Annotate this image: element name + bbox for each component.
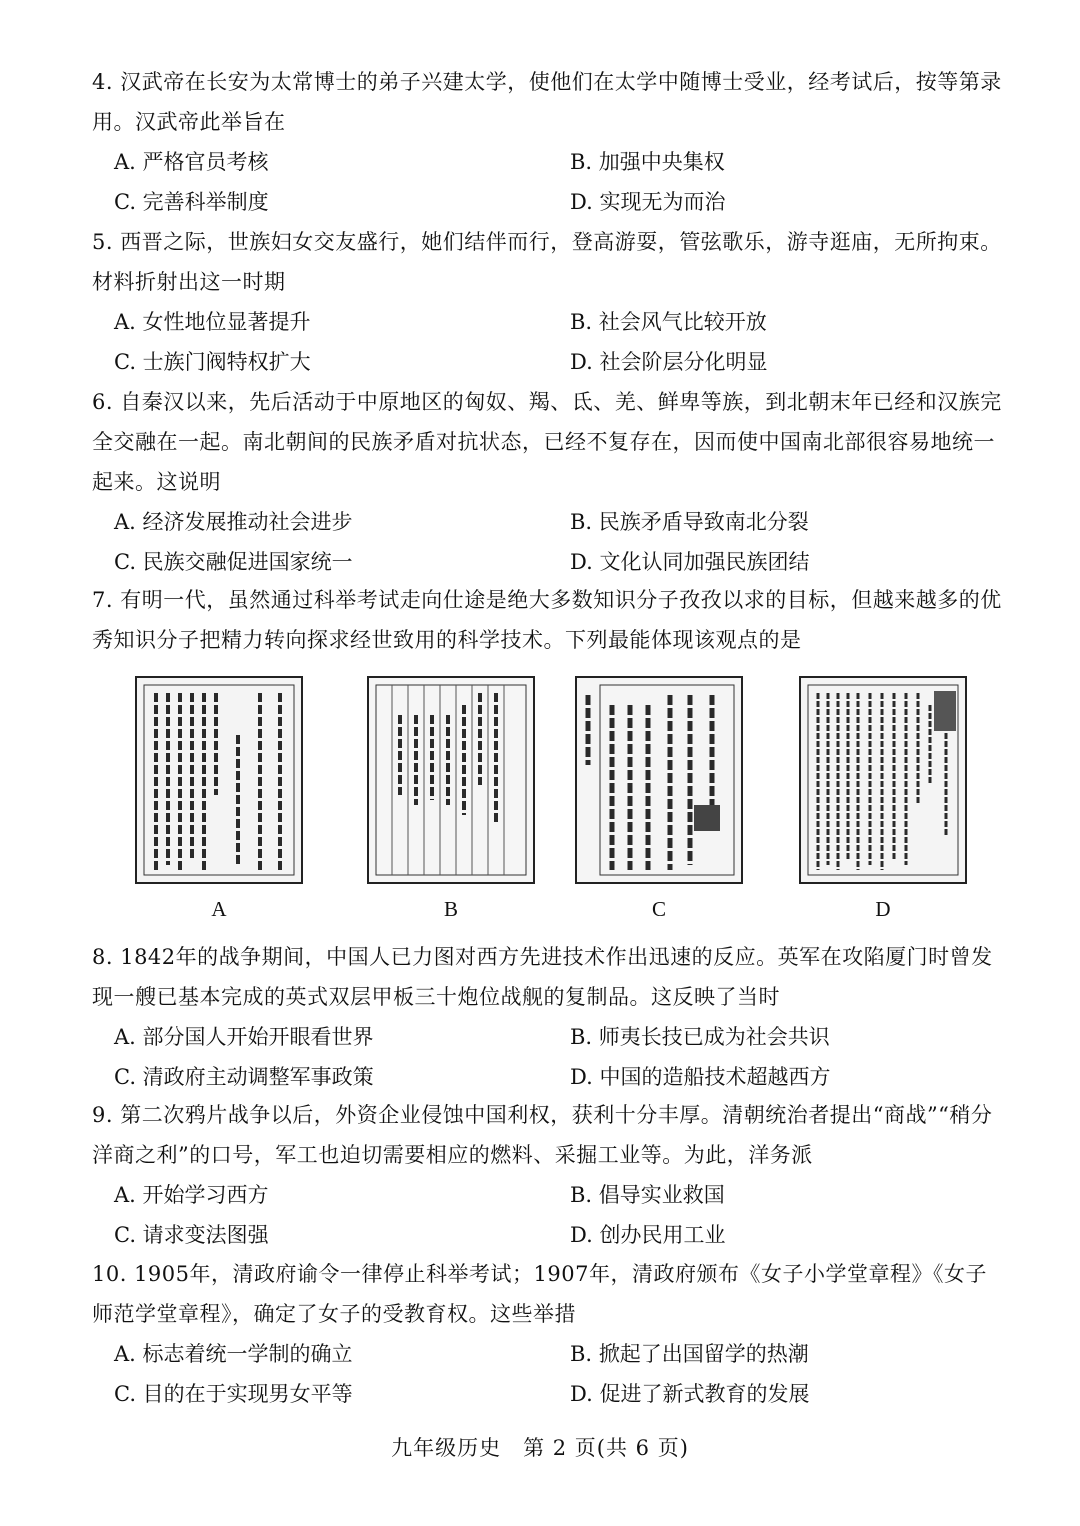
page-footer: 九年级历史 第 2 页(共 6 页) [391, 1436, 689, 1460]
option-d[interactable]: D. 文化认同加强民族团结 [570, 550, 810, 574]
option-b[interactable]: B. 倡导实业救国 [570, 1183, 725, 1207]
book-page-image [574, 675, 744, 885]
question-6 [92, 382, 1002, 582]
option-d[interactable]: D. 社会阶层分化明显 [570, 350, 768, 374]
option-c[interactable]: C. 民族交融促进国家统一 [114, 550, 353, 574]
options [92, 1334, 1002, 1414]
option-a[interactable]: A. 部分国人开始开眼看世界 [114, 1025, 374, 1049]
option-d[interactable]: D. 中国的造船技术超越西方 [570, 1065, 831, 1089]
book-page-image [134, 675, 304, 885]
question-stem: 9. 第二次鸦片战争以后，外资企业侵蚀中国利权，获利十分丰厚。清朝统治者提出“商战”“稍分洋商之利”的口号，军工也迫切需要相应的燃料、采掘工业等。为此，洋务派 [92, 1103, 993, 1167]
option-d[interactable]: D. 促进了新式教育的发展 [570, 1382, 810, 1406]
figure-a[interactable] [134, 675, 304, 922]
question-stem: 5. 西晋之际，世族妇女交友盛行，她们结伴而行，登高游耍，管弦歌乐，游寺逛庙，无所拘束。材料折射出这一时期 [92, 230, 1002, 294]
options [92, 1175, 1002, 1255]
option-c[interactable]: C. 完善科举制度 [114, 190, 269, 214]
question-stem: 7. 有明一代，虽然通过科举考试走向仕途是绝大多数知识分子孜孜以求的目标，但越来越多的优秀知识分子把精力转向探求经世致用的科学技术。下列最能体现该观点的是 [92, 588, 1002, 652]
option-b[interactable]: B. 掀起了出国留学的热潮 [570, 1342, 809, 1366]
book-page-image [798, 675, 968, 885]
option-a[interactable]: A. 严格官员考核 [114, 150, 269, 174]
option-c[interactable]: C. 目的在于实现男女平等 [114, 1382, 353, 1406]
question-9 [92, 1095, 1002, 1255]
option-b[interactable]: B. 社会风气比较开放 [570, 310, 767, 334]
option-a[interactable]: A. 标志着统一学制的确立 [114, 1342, 353, 1366]
figure-label: C [651, 897, 666, 921]
question-stem: 8. 1842年的战争期间，中国人已力图对西方先进技术作出迅速的反应。英军在攻陷厦门时曾发现一艘已基本完成的英式双层甲板三十炮位战舰的复制品。这反映了当时 [92, 945, 993, 1009]
option-a[interactable]: A. 开始学习西方 [114, 1183, 269, 1207]
question-10 [92, 1254, 1002, 1414]
question-4 [92, 62, 1002, 222]
options [92, 302, 1002, 382]
figure-d[interactable] [798, 675, 968, 922]
option-b[interactable]: B. 师夷长技已成为社会共识 [570, 1025, 830, 1049]
option-a[interactable]: A. 经济发展推动社会进步 [114, 510, 353, 534]
options [92, 502, 1002, 582]
option-c[interactable]: C. 请求变法图强 [114, 1223, 269, 1247]
book-images [92, 675, 1002, 925]
option-a[interactable]: A. 女性地位显著提升 [114, 310, 311, 334]
figure-label: D [875, 897, 891, 921]
options [92, 1017, 1002, 1097]
question-stem: 6. 自秦汉以来，先后活动于中原地区的匈奴、羯、氐、羌、鲜卑等族，到北朝末年已经和汉族完全交融在一起。南北朝间的民族矛盾对抗状态，已经不复存在，因而使中国南北部很容易地统一起来。这说明 [92, 390, 1002, 494]
question-8 [92, 937, 1002, 1097]
figure-label: B [443, 897, 458, 921]
figure-c[interactable] [574, 675, 744, 922]
option-d[interactable]: D. 创办民用工业 [570, 1223, 726, 1247]
options [92, 142, 1002, 222]
figure-b[interactable] [366, 675, 536, 922]
option-b[interactable]: B. 加强中央集权 [570, 150, 725, 174]
question-5 [92, 222, 1002, 382]
option-d[interactable]: D. 实现无为而治 [570, 190, 726, 214]
question-7 [92, 580, 1002, 660]
question-stem: 4. 汉武帝在长安为太常博士的弟子兴建太学，使他们在太学中随博士受业，经考试后，按等第录用。汉武帝此举旨在 [92, 70, 1002, 134]
option-c[interactable]: C. 士族门阀特权扩大 [114, 350, 311, 374]
option-c[interactable]: C. 清政府主动调整军事政策 [114, 1065, 374, 1089]
figure-label: A [211, 897, 227, 921]
question-stem: 10. 1905年，清政府谕令一律停止科举考试；1907年，清政府颁布《女子小学堂章程》《女子师范学堂章程》，确定了女子的受教育权。这些举措 [92, 1262, 987, 1326]
option-b[interactable]: B. 民族矛盾导致南北分裂 [570, 510, 809, 534]
book-page-image [366, 675, 536, 885]
